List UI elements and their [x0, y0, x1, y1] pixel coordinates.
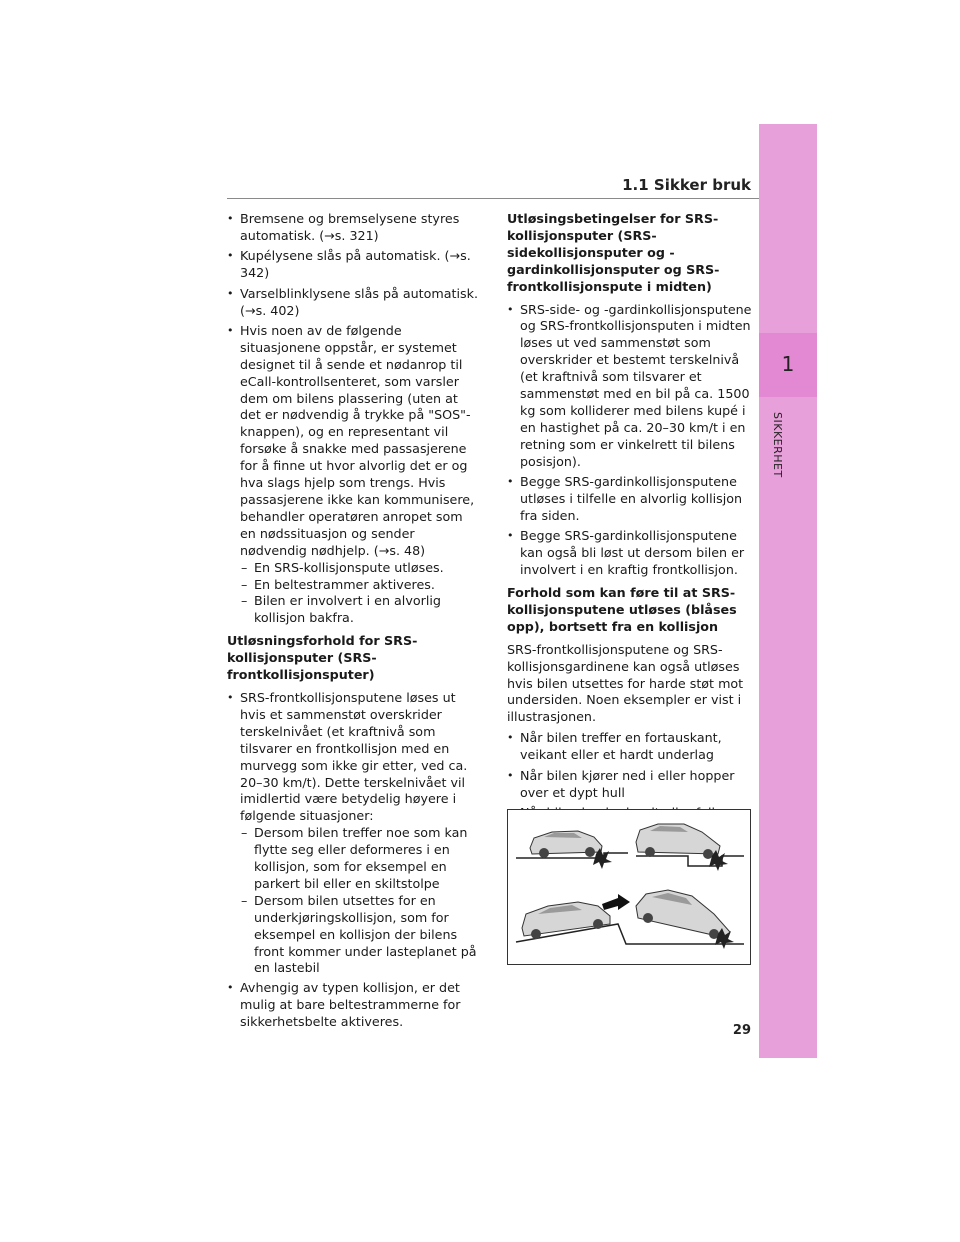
- chapter-title: SIKKERHET: [771, 412, 784, 478]
- car-hole-scene: [636, 824, 744, 871]
- list-item: • SRS-side- og -gardinkollisjonsputene og SRS-frontkollisjonsputen i midten løses ut ved sammenstøt som overskrider et bestemt terskelnivå (et kraftnivå som tilsvarer et sammenstøt med en bil på ca. 1500 kg som kolliderer med bilens kupé i en hastighet på ca. 20–30 km/t i en retning som er vinkelrett til bilens posisjon).: [507, 302, 753, 471]
- header-rule: [227, 198, 759, 199]
- list-item: • SRS-frontkollisjonsputene løses ut hvis et sammenstøt overskrider terskelnivået (et kraftnivå som tilsvarer en frontkollisjon med en murvegg som ikke gir etter, ved ca. 20–30 km/t). Dette terskelnivået vil imidlertid være betydelig høyere i følgende situasjoner:: [227, 690, 479, 825]
- list-item: • Når bilen treffer en fortauskant, veikant eller et hardt underlag: [507, 730, 753, 764]
- illustration-collision-examples: [507, 809, 751, 965]
- list-item: • Begge SRS-gardinkollisjonsputene utløses i tilfelle en alvorlig kollisjon fra siden.: [507, 474, 753, 525]
- page-number: 29: [732, 1023, 751, 1038]
- sub-list-item: – Dersom bilen treffer noe som kan flytte seg eller deformeres i en kollisjon, som for eksempel en parkert bil eller en skiltstolpe: [241, 825, 468, 891]
- sub-list-item: – Dersom bilen utsettes for en underkjøringskollisjon, som for eksempel en kollisjon der bilens front kommer under lasteplanet på en lastebil: [241, 892, 477, 976]
- car-falling-scene: [636, 890, 734, 949]
- list-item: • Hvis noen av de følgende situasjonene oppstår, er systemet designet til å sende et nødanrop til eCall-kontrollsenteret, som varsler dem om bilens plassering (uten at det er nødvendig å trykke på "SOS"-knappen), og en representant vil forsøke å snakke med passasjerene for å finne ut hvor alvorlig det er og hva slags hjelp som trengs. Hvis passasjerene ikke kan kommunisere, behandler operatøren anropet som en nødssituasjon og sender nødvendig nødhjelp. (→s. 48): [227, 323, 479, 560]
- list-item: • Kupélysene slås på automatisk. (→s. 342): [227, 248, 479, 282]
- section-heading: Utløsingsbetingelser for SRS-kollisjonsputer (SRS-sidekollisjonsputer og -gardinkollisjonsputer og SRS-frontkollisjonspute i midten): [507, 211, 720, 294]
- car-curb-scene: [516, 831, 628, 869]
- page-header-section: 1.1 Sikker bruk: [622, 176, 751, 194]
- sub-list-item: – En beltestrammer aktiveres.: [241, 576, 435, 592]
- chapter-sidebar: [759, 124, 817, 1058]
- chapter-number: 1: [781, 352, 795, 376]
- list-item: • Bremsene og bremselysene styres automatisk. (→s. 321): [227, 211, 479, 245]
- section-heading: Utløsningsforhold for SRS-kollisjonsputer (SRS-frontkollisjonsputer): [227, 633, 418, 683]
- right-column: [507, 211, 753, 825]
- paragraph: SRS-frontkollisjonsputene og SRS-kollisjonsgardinene kan også utløses hvis bilen utsettes for harde støt mot undersiden. Noen eksempler er vist i illustrasjonen.: [507, 641, 744, 725]
- list-item: • Avhengig av typen kollisjon, er det mulig at bare beltestrammerne for sikkerhetsbelte aktiveres.: [227, 980, 479, 1031]
- illustration-drawing: [508, 810, 750, 964]
- list-item: • Varselblinklysene slås på automatisk. (→s. 402): [227, 286, 479, 320]
- list-item: • Begge SRS-gardinkollisjonsputene kan også bli løst ut dersom bilen er involvert i en kraftig frontkollisjon.: [507, 528, 753, 579]
- sub-list-item: – En SRS-kollisjonspute utløses.: [241, 559, 444, 575]
- section-heading: Forhold som kan føre til at SRS-kollisjonsputene utløses (blåses opp), bortsett fra en kollisjon: [507, 585, 737, 634]
- left-column: [227, 211, 479, 1035]
- list-item: • Når bilen kjører ned i eller hopper over et dypt hull: [507, 768, 753, 802]
- sub-list-item: – Bilen er involvert i en alvorlig kollisjon bakfra.: [241, 593, 441, 626]
